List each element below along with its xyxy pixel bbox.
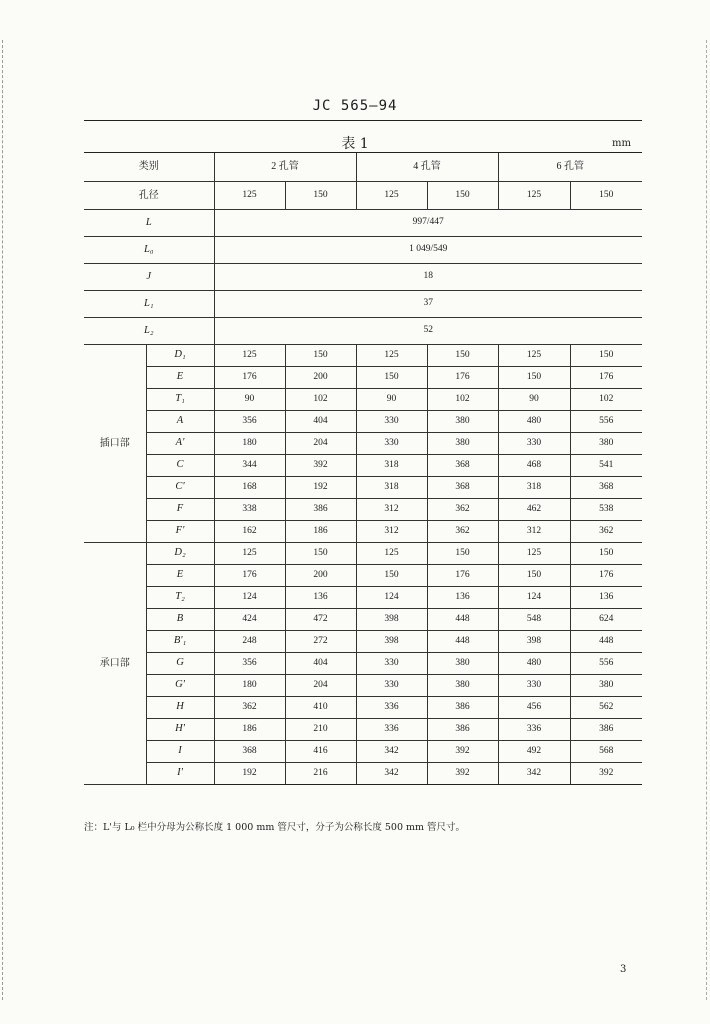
value-cell: 368: [570, 477, 642, 499]
row-symbol: L₁: [84, 291, 214, 318]
value-cell: 200: [285, 367, 356, 389]
table-caption: 表 1: [341, 136, 369, 152]
table-row: [84, 433, 642, 455]
value-cell: 272: [285, 631, 356, 653]
value-cell: 416: [285, 741, 356, 763]
value-cell: 362: [570, 521, 642, 543]
table-row: [84, 521, 642, 543]
pipe-type-2: 2 孔管: [214, 153, 356, 182]
row-symbol: L: [84, 210, 214, 237]
table-row: [84, 587, 642, 609]
value-cell: 150: [498, 367, 570, 389]
row-symbol: C': [146, 477, 214, 499]
row-symbol: D₁: [146, 345, 214, 367]
row-symbol: C: [146, 455, 214, 477]
value-cell: 342: [356, 741, 427, 763]
table-row: [84, 455, 642, 477]
value-cell: 312: [498, 521, 570, 543]
value-cell: 124: [356, 587, 427, 609]
value-cell: 150: [570, 345, 642, 367]
table-row: [84, 609, 642, 631]
value-cell: 90: [356, 389, 427, 411]
value-cell: 330: [498, 675, 570, 697]
row-symbol: J: [84, 264, 214, 291]
value-cell: 380: [427, 433, 498, 455]
value-cell: 368: [427, 455, 498, 477]
table-note: 注：L'与 L₀ 栏中分母为公称长度 1 000 mm 管尺寸，分子为公称长度 500 mm 管尺寸。: [84, 822, 466, 833]
value-cell: 176: [427, 565, 498, 587]
row-symbol: E: [146, 367, 214, 389]
value-cell: 125: [356, 345, 427, 367]
table-row: [84, 477, 642, 499]
value-cell: 362: [427, 521, 498, 543]
value-cell: 125: [214, 345, 285, 367]
table-row: [84, 499, 642, 521]
value-cell: 392: [427, 763, 498, 785]
value-cell: 562: [570, 697, 642, 719]
header-row-bores: [84, 182, 642, 210]
row-symbol: F': [146, 521, 214, 543]
value-cell: 210: [285, 719, 356, 741]
value-cell: 192: [214, 763, 285, 785]
common-row: [84, 237, 642, 264]
value-cell: 186: [214, 719, 285, 741]
value-cell: 556: [570, 653, 642, 675]
value-cell: 398: [498, 631, 570, 653]
value-cell: 136: [427, 587, 498, 609]
table-row: [84, 631, 642, 653]
common-value: 37: [214, 291, 642, 318]
bore-cell: 125: [498, 182, 570, 210]
value-cell: 150: [498, 565, 570, 587]
left-margin-mark: [2, 40, 3, 1000]
table-row: [84, 675, 642, 697]
value-cell: 136: [570, 587, 642, 609]
value-cell: 150: [427, 543, 498, 565]
value-cell: 204: [285, 675, 356, 697]
value-cell: 556: [570, 411, 642, 433]
row-symbol: L₂: [84, 318, 214, 345]
value-cell: 472: [285, 609, 356, 631]
group-label: 插口部: [84, 345, 146, 543]
value-cell: 248: [214, 631, 285, 653]
row-symbol: I': [146, 763, 214, 785]
value-cell: 480: [498, 653, 570, 675]
value-cell: 176: [427, 367, 498, 389]
value-cell: 124: [498, 587, 570, 609]
value-cell: 424: [214, 609, 285, 631]
table-row: [84, 741, 642, 763]
value-cell: 386: [570, 719, 642, 741]
value-cell: 124: [214, 587, 285, 609]
value-cell: 386: [427, 719, 498, 741]
value-cell: 392: [427, 741, 498, 763]
value-cell: 342: [498, 763, 570, 785]
value-cell: 380: [570, 433, 642, 455]
value-cell: 356: [214, 411, 285, 433]
value-cell: 404: [285, 411, 356, 433]
value-cell: 150: [285, 345, 356, 367]
value-cell: 362: [427, 499, 498, 521]
row-symbol: L₀: [84, 237, 214, 264]
page-number: 3: [620, 964, 627, 975]
value-cell: 176: [214, 565, 285, 587]
value-cell: 150: [570, 543, 642, 565]
value-cell: 368: [214, 741, 285, 763]
value-cell: 448: [427, 631, 498, 653]
pipe-type-4: 4 孔管: [356, 153, 498, 182]
standard-number: JC 565—94: [312, 98, 398, 114]
group-label: 承口部: [84, 543, 146, 785]
table-row: [84, 389, 642, 411]
value-cell: 380: [427, 411, 498, 433]
row-symbol: H': [146, 719, 214, 741]
row-symbol: A': [146, 433, 214, 455]
value-cell: 102: [427, 389, 498, 411]
pipe-type-6: 6 孔管: [498, 153, 642, 182]
common-row: [84, 210, 642, 237]
value-cell: 398: [356, 631, 427, 653]
value-cell: 392: [570, 763, 642, 785]
bore-cell: 150: [427, 182, 498, 210]
bore-cell: 125: [214, 182, 285, 210]
value-cell: 624: [570, 609, 642, 631]
value-cell: 538: [570, 499, 642, 521]
value-cell: 162: [214, 521, 285, 543]
value-cell: 176: [570, 565, 642, 587]
common-row: [84, 291, 642, 318]
value-cell: 330: [498, 433, 570, 455]
bore-cell: 150: [285, 182, 356, 210]
value-cell: 342: [356, 763, 427, 785]
value-cell: 90: [214, 389, 285, 411]
table-row: [84, 653, 642, 675]
value-cell: 318: [356, 455, 427, 477]
table-row: [84, 367, 642, 389]
value-cell: 398: [356, 609, 427, 631]
common-value: 52: [214, 318, 642, 345]
value-cell: 330: [356, 653, 427, 675]
value-cell: 380: [570, 675, 642, 697]
bore-header: 孔径: [84, 182, 214, 210]
value-cell: 368: [427, 477, 498, 499]
row-symbol: F: [146, 499, 214, 521]
row-symbol: G': [146, 675, 214, 697]
value-cell: 125: [356, 543, 427, 565]
value-cell: 448: [570, 631, 642, 653]
value-cell: 125: [214, 543, 285, 565]
common-value: 1 049/549: [214, 237, 642, 264]
bore-cell: 150: [570, 182, 642, 210]
common-value: 997/447: [214, 210, 642, 237]
value-cell: 462: [498, 499, 570, 521]
table-row: [84, 411, 642, 433]
value-cell: 380: [427, 675, 498, 697]
unit-label: mm: [612, 138, 631, 149]
row-symbol: B'₁: [146, 631, 214, 653]
value-cell: 330: [356, 433, 427, 455]
value-cell: 136: [285, 587, 356, 609]
value-cell: 362: [214, 697, 285, 719]
table-row: [84, 345, 642, 367]
dimension-table: [84, 152, 642, 785]
value-cell: 392: [285, 455, 356, 477]
common-row: [84, 264, 642, 291]
value-cell: 380: [427, 653, 498, 675]
value-cell: 356: [214, 653, 285, 675]
value-cell: 386: [427, 697, 498, 719]
value-cell: 456: [498, 697, 570, 719]
value-cell: 468: [498, 455, 570, 477]
value-cell: 480: [498, 411, 570, 433]
value-cell: 186: [285, 521, 356, 543]
common-row: [84, 318, 642, 345]
table-row: [84, 697, 642, 719]
value-cell: 150: [356, 367, 427, 389]
header-rule: [84, 120, 642, 121]
bore-cell: 125: [356, 182, 427, 210]
value-cell: 176: [214, 367, 285, 389]
row-symbol: H: [146, 697, 214, 719]
value-cell: 568: [570, 741, 642, 763]
value-cell: 180: [214, 675, 285, 697]
row-symbol: D₂: [146, 543, 214, 565]
value-cell: 336: [498, 719, 570, 741]
value-cell: 404: [285, 653, 356, 675]
value-cell: 336: [356, 697, 427, 719]
value-cell: 150: [356, 565, 427, 587]
value-cell: 176: [570, 367, 642, 389]
value-cell: 150: [285, 543, 356, 565]
value-cell: 125: [498, 345, 570, 367]
value-cell: 102: [285, 389, 356, 411]
value-cell: 448: [427, 609, 498, 631]
value-cell: 318: [356, 477, 427, 499]
table-row: [84, 763, 642, 785]
row-symbol: T₂: [146, 587, 214, 609]
row-symbol: A: [146, 411, 214, 433]
value-cell: 200: [285, 565, 356, 587]
value-cell: 410: [285, 697, 356, 719]
value-cell: 204: [285, 433, 356, 455]
value-cell: 338: [214, 499, 285, 521]
table-row: [84, 543, 642, 565]
value-cell: 312: [356, 521, 427, 543]
value-cell: 541: [570, 455, 642, 477]
value-cell: 125: [498, 543, 570, 565]
row-symbol: G: [146, 653, 214, 675]
value-cell: 336: [356, 719, 427, 741]
value-cell: 548: [498, 609, 570, 631]
right-margin-mark: [706, 40, 707, 1000]
value-cell: 386: [285, 499, 356, 521]
value-cell: 90: [498, 389, 570, 411]
value-cell: 192: [285, 477, 356, 499]
value-cell: 318: [498, 477, 570, 499]
table-row: [84, 719, 642, 741]
value-cell: 168: [214, 477, 285, 499]
row-symbol: I: [146, 741, 214, 763]
value-cell: 180: [214, 433, 285, 455]
row-symbol: T₁: [146, 389, 214, 411]
table-row: [84, 565, 642, 587]
value-cell: 216: [285, 763, 356, 785]
value-cell: 102: [570, 389, 642, 411]
value-cell: 492: [498, 741, 570, 763]
row-symbol: B: [146, 609, 214, 631]
value-cell: 344: [214, 455, 285, 477]
category-header: 类别: [84, 153, 214, 182]
common-value: 18: [214, 264, 642, 291]
row-symbol: E: [146, 565, 214, 587]
value-cell: 150: [427, 345, 498, 367]
header-row-types: [84, 153, 642, 182]
value-cell: 330: [356, 411, 427, 433]
value-cell: 330: [356, 675, 427, 697]
value-cell: 312: [356, 499, 427, 521]
